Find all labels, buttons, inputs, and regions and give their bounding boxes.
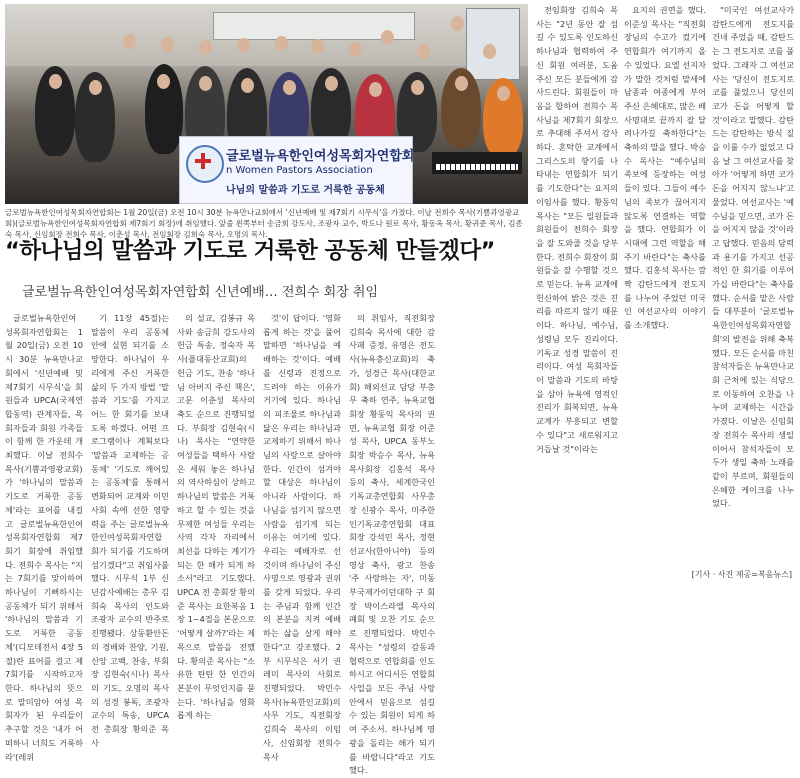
person-head bbox=[199, 40, 212, 55]
article-subheadline: 글로벌뉴욕한인여성목회자연합회 신년예배… 전희수 회장 취임 bbox=[22, 285, 379, 300]
article-headline: “하나님의 말씀과 기도로 거룩한 공동체 만들겠다” bbox=[5, 238, 495, 264]
person-head bbox=[455, 76, 468, 91]
person-head bbox=[283, 80, 296, 95]
banner-title: 글로벌뉴욕한인여성목회자연합회 bbox=[226, 149, 415, 164]
keyboard-instrument bbox=[432, 152, 522, 174]
person-head bbox=[451, 16, 464, 31]
person-head bbox=[161, 37, 174, 52]
person-head bbox=[325, 76, 338, 91]
person-head bbox=[349, 42, 362, 57]
article-column-1: 글로벌뉴욕한인여성목회자연합회는 1월 20일(금) 오전 10시 30분 뉴욕만나교회에서 '신년예배 및 제7회기 시무식'을 회원들과 UPCA(국제연합동역) 관계자들, 목회자들과 회원 가족들이 함께 한 가운데 개최했다. 이날 전희수 목사(기쁨과영광교회)가 '하나님의 말씀과 기도로 거룩한 공동체'라는 표어를 내걸고 글로벌뉴욕한인여성목회자연합회 제7회기 회장에 취임했다. 전희수 목사는 "지는 7회기를 맞이하여 하나님이 기뻐하시는 공동체가 되기 위해서 '하나님의 말씀과 기도로 거룩한 공동체'(디모데전서 4장 5절)란 표어를 걸고 제7회기를 시작하고자 한다. 하나님의 뜻으로 말미암아 여성 목회자가 된 우리들이 추구할 것은 '내가 어떠하니 너희도 거룩하라'(레위 bbox=[5, 313, 83, 762]
article-column-3: 의 설교, 김봉규 목사와 송금희 강도사의 헌금 특송, 정숙자 목사(플대동산교회)의 헌금 기도, 찬송 '하나님 아버지 주신 책은', 고문 이춘성 목사의 축도 순으로 진행되었다. 부회장 김현숙(시나) 목사는 "연약한 여성들을 택하사 사람은 세워 놓은 하나님의 역사하심이 상하고 하나님의 말씀은 거룩하고 할 수 있는 것을 무제한 여성들 우리는 사역 각자 자리에서 최선을 다하는 계기가 되는 한 해가 되게 하소서"라고 기도했다. UPCA 전 총회장 황의준 목사는 요한복음 1장 1~4절을 본문으로 '어떻게 살까?'라는 제목으로 말씀을 전했다. 황의준 목사는 "소유한 탄탄 한 인간의 본분이 무엇인지를 묻는다. '하나님을 영화롭게 하는 bbox=[177, 313, 255, 721]
banner-motto: 나님의 말씀과 기도로 거룩한 공동체 bbox=[226, 185, 385, 196]
article-column-8: "미국인 여선교사가 감탄드에게 전도지를 건네 주었을 때, 감탄드는 그 전도지로 코를 풀었다. 그래자 그 여선교사는 '당신이 전도지로 코를 풀었으니 당신의 코가 돈을 어떻게 할 것'이라고 말했다. 감탄드는 감탄하는 방식 질을 이룰 수가 없었고 다음 날 그 여선교사를 찾아가 '어떻게 하면 코가 돈을 어지지 않느냐'고 물었다. 여선교사는 '예수님을 믿으면, 코가 돈을 어지지 않을 것'이라고 답했다. 믿음의 담력과 용기를 가지고 선공적인 한 회기를 이루어 가십 바란다"는 축사를 했다. 순서를 맡은 사람들 대부분이 '글로벌뉴욕한인여성목회자연합회'의 발전을 위해 축복했다. 모든 순서를 마친 참석자들은 뉴욕만나교회 근처에 있는 식당으로 이동하여 오찬을 나누며 교제하는 시간을 가졌다. 이날은 신임회장 전희수 목사의 생일이어서 참석자들이 모두가 생일 축하 노래를 같이 부르며, 회원들의 은혜한 케이크를 나누었다. bbox=[712, 5, 794, 509]
person-head bbox=[241, 78, 254, 93]
person-head bbox=[49, 74, 62, 89]
news-photo bbox=[5, 4, 528, 204]
person-head bbox=[381, 30, 394, 45]
person-head bbox=[497, 86, 510, 101]
association-banner bbox=[179, 136, 413, 204]
photo-caption: 글로벌뉴욕한인여성목회자연합회는 1월 20일(금) 오전 10시 30분 뉴욕만나교회에서 '신년예배 및 제7회기 시무식'을 가졌다. 이날 전희수 목사(기쁨과영광교회)(글로벌뉴욕한인여성목회자연합회 제7회기 회장)에 취임했다. 앞줄 왼쪽부터 송금희 강도사, 조광자 교수, 박도나 원로 목사, 황동옥 목사, 황귀준 목사, 김종숙 목사, 신임회장 전희수 목사, 이춘성 목사, 전임회장 김희숙 목사, 오명의 목사. bbox=[5, 208, 523, 239]
photo-window bbox=[466, 8, 520, 80]
cross-icon bbox=[195, 153, 211, 169]
person-head bbox=[199, 76, 212, 91]
person-head bbox=[417, 44, 430, 59]
article-column-6: 전임회장 김희숙 목사는 "2년 동안 잘 섬길 수 있도록 인도하신 하나님과 협력하여 주신 회원 여러분, 도움 주신 모든 분들에게 감사드린다. 회원들이 마음을 합하여 전희수 목사님을 제7회기 회장으로 추대해 주셔서 감사하다. 혼탁한 교계에서 그리스도의 향기를 나타내는 연합회가 되기를 기도한다"는 요지의 이임사를 했다. 황동익 목사는 "모든 일원들과 회원들이 전희수 회장을 잘 도와줄 것을 당부한다. 전희수 회장이 회원들을 잘 수행할 것으로 믿는다. 뉴욕 교계에 헌신하여 밝은 것은 진리를 따르지 않기 때문이다. 하나님, 예수님, 성령님 모두 진리이다. 기독교 성경 말씀이 진리이다. 여성 목회자들이 말씀과 기도의 바탕을 삼아 뉴욕에 영적인 진리가 회복되면, 뉴욕 교계가 부흥되고 변할 수 있다"고 새로워지고 거듭날 것"이라는 bbox=[536, 5, 618, 454]
banner-english: n Women Pastors Association bbox=[226, 165, 373, 176]
person-head bbox=[369, 82, 382, 97]
person-head bbox=[123, 34, 136, 49]
article-column-7: 요지의 권면을 했다. 이준성 목사는 "직전회장님의 수고가 컸기에 연합회가 여기까지 올 수 있었다. 요엘 선지자가 말한 것처럼 말세에 남종과 여종에게 부어주신 은혜대로, 많은 배 사명대로 끝까지 잘 달려나가길 축하한다"는 축하의 말을 했다. 박승수 목사는 "예수님의 족보에 등장하는 여성들이 있다. 그들이 예수님의 족보가 끊어지지 않도록 연결하는 역할을 했다. 연합회가 이 시대에 그런 역할을 해주기 바란다"는 축사를 했다. 김홍석 목사는 깜짝 감탄드에게 전도지를 나누어 주었던 미국인 여선교사의 이야기를 소개했다. bbox=[624, 5, 706, 331]
person-head bbox=[157, 74, 170, 89]
person-head bbox=[411, 80, 424, 95]
person-head bbox=[89, 80, 102, 95]
person-head bbox=[483, 44, 496, 59]
article-column-5: 의 취임사, 직전회장 김희숙 목사에 대한 감사패 증정, 유영은 전도사(뉴욕충신교회)의 축가, 성경근 목사(대한교회) 해외선교 담당 부총무 축하 연주, 뉴욕교협 회장 황동익 목사의 권면, 뉴욕교협 회장 이준성 목사, UPCA 동부노회장 박승수 목사, 뉴욕목사회장 김홍석 목사 등의 축사, 세계한국인기독교총연합회 사무총장 신광수 목사, 미주한인기독교총연합회 대표회장 강석민 목사, 정현 선교사(한아니야) 등의 영상 축사, 광고 찬송 '주 사랑하는 자', 미동부국제가이던대학 구 회장 박이스라엘 목사의 폐회 및 오찬 기도 순으로 진행되었다. 박민수 목사는 "성령의 감동과 협력으로 연합회를 인도하시고 어디서든 연합회 사업을 모든 주님 사랑 안에서 믿음으로 섬길 수 있는 회원이 되게 하여 주소서. 하나님께 영광을 돌리는 해가 되기를 바랍니다"라고 기도했다. bbox=[349, 313, 435, 776]
article-column-4: 것'이 답이다. '영화롭게 하는 것'을 풀어 말하면 '하나님을 예배하는 것'이다. 예배를 신령과 진정으로 드려야 하는 이유가 거기에 있다. 하나님의 피조물로 하나님과 닮은 우리는 하나님과 교제하기 위해서 하나님의 사랑으로 살아야 한다. 인간이 섬겨야 할 대상은 하나님이 아니라 사람이다. 하나님을 섬기지 않으면 사람을 섬기게 되는 이유는 여기에 있다. 우리는 예배자로 선 것이며 하나님이 주신 사명으로 영광과 권위를 갖게 되었다. 우리는 주님과 함께 인간의 본분을 지켜 예배하는 삶을 살게 해야 한다"고 강조했다. 2부 시무식은 서기 권레미 목사의 사회로 진행되었다. 박민수 목사(뉴욕한인교회)의 사무 기도, 직전회장 김희숙 목사의 이임사, 신임회장 전희수 목사 bbox=[263, 313, 341, 762]
photo-credit: [기사 · 사진 제공=복음뉴스] bbox=[691, 570, 792, 579]
article-column-2: 기 11장 45절)는 말씀이 우리 공동체 안에 실현 되기를 소망한다. 하나님이 우리에게 주신 거룩한 삶의 두 가지 방법 '말씀과 기도'를 가지고 어느 한 회기를 보내도록 하겠다. 어떤 프로그램이나 계획보다 '말씀과 교제하는 공동체' '기도로 깨어있는 공동체'를 통해서 변화되어 교계와 이민사회 속에 선한 영향력을 주는 글로벌뉴욕한인여성목회자연합회가 되기를 기도하며 섬기겠다"고 취임사를 했다. 시무식 1부 신년감사예배는 총무 김희숙 목사의 인도와 조광자 교수의 반주로 진행됐다. 상동환안돈의 경배와 찬양, 기원, 신앙 고백, 찬송, 부회장 김현숙(시나) 목사의 기도, 오명의 목사의 성경 봉독, 조광자 교수의 특송, UPCA 전 총회장 황의준 목사 bbox=[91, 313, 169, 748]
person-head bbox=[237, 38, 250, 53]
person-head bbox=[311, 39, 324, 54]
person-head bbox=[275, 36, 288, 51]
